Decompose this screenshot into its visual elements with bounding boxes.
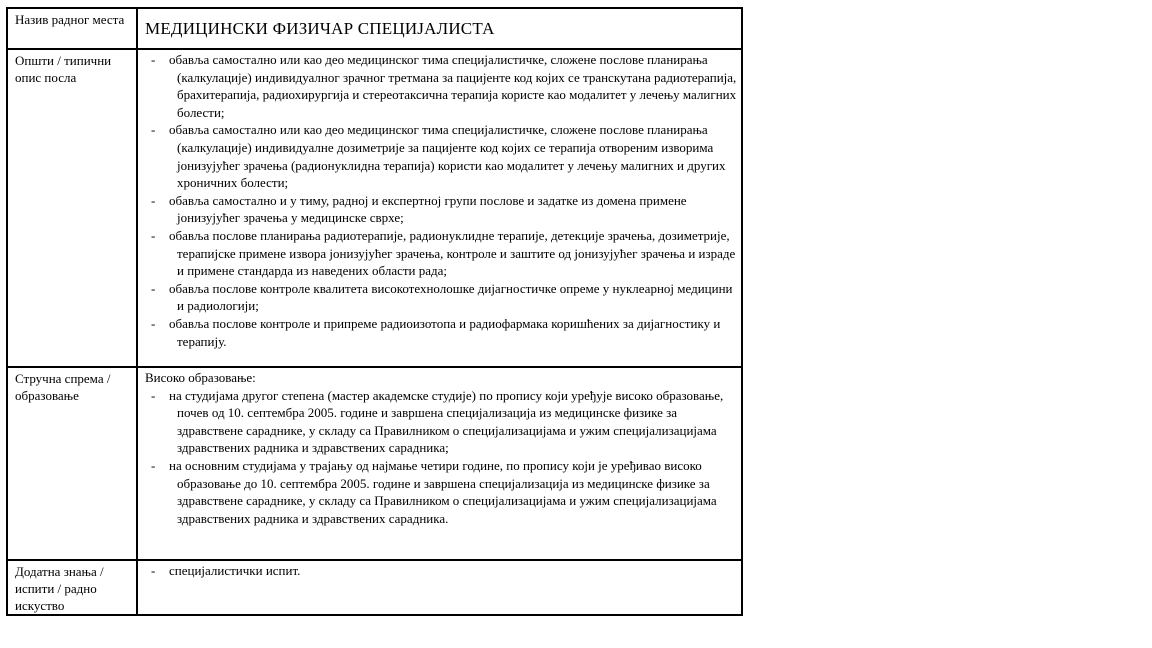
education-list <box>145 387 737 528</box>
list-item: - на основним студијама у трајању од најмање четири године, по пропису који је уређивао високо образовање до 10. септембра 2005. године и завршена специјализација из медицинске физике за здравствене сараднике, у складу са Правилником о специјализацијама и ужим специјализацијама здравствених радника и здравствених сарадника. <box>145 457 737 527</box>
list-item: - на студијама другог степена (мастер академске студије) по пропису који уређује високо образовање, почев од 10. септембра 2005. године и завршена специјализација из медицинске физике за здравствене сараднике, у складу са Правилником о специјализацијама и ужим специјализацијама здравствених радника и здравствених сарадника; <box>145 387 737 457</box>
row-job-description <box>7 49 742 367</box>
row-additional <box>7 560 742 615</box>
job-description-content <box>137 49 742 367</box>
list-item: - обавља послове планирања радиотерапије, радионуклидне терапије, детекције зрачења, дозиметрије, терапијске примене извора јонизујућег зрачења, контроле и заштите од јонизујућег зрачења и израде и примене стандарда из наведених области рада; <box>145 227 737 280</box>
label-additional: Додатна знања / испити / радно искуство <box>7 560 137 615</box>
job-description-list <box>145 51 737 350</box>
list-item: - обавља послове контроле квалитета високотехнолошке дијагностичке опреме у нуклеарној медицини и радиологији; <box>145 280 737 315</box>
list-item: - специјалистички испит. <box>145 562 737 580</box>
row-education <box>7 367 742 560</box>
education-intro: Високо образовање: <box>145 370 256 385</box>
job-title: МЕДИЦИНСКИ ФИЗИЧАР СПЕЦИЈАЛИСТА <box>137 8 742 49</box>
label-job-title: Назив радног места <box>7 8 137 49</box>
list-item: - обавља самостално или као део медицинског тима специјалистичке, сложене послове планирања (калкулације) индивидуалног зрачног третмана за пацијенте код којих се транскутана радиотерапија, брахитерапија, радиохирургија и стереотаксична терапија користе као модалитет у лечењу малигних болести; <box>145 51 737 121</box>
row-job-title <box>7 8 742 49</box>
label-education: Стручна спрема / образовање <box>7 367 137 560</box>
education-content <box>137 367 742 560</box>
label-job-description: Општи / типични опис посла <box>7 49 137 367</box>
job-description-table <box>6 7 743 616</box>
additional-content <box>137 560 742 615</box>
list-item: - обавља самостално или као део медицинског тима специјалистичке, сложене послове планирања (калкулације) индивидуалне дозиметрије за пацијенте код којих се терапија отвореним изворима јонизујућег зрачења (радионуклидна терапија) користи као модалитет у лечењу малигних и других хроничних болести; <box>145 121 737 191</box>
list-item: - обавља самостално и у тиму, радној и експертној групи послове и задатке из домена примене јонизујућег зрачења у медицинске сврхе; <box>145 192 737 227</box>
list-item: - обавља послове контроле и припреме радиоизотопа и радиофармака коришћених за дијагностику и терапију. <box>145 315 737 350</box>
additional-list <box>145 562 737 580</box>
